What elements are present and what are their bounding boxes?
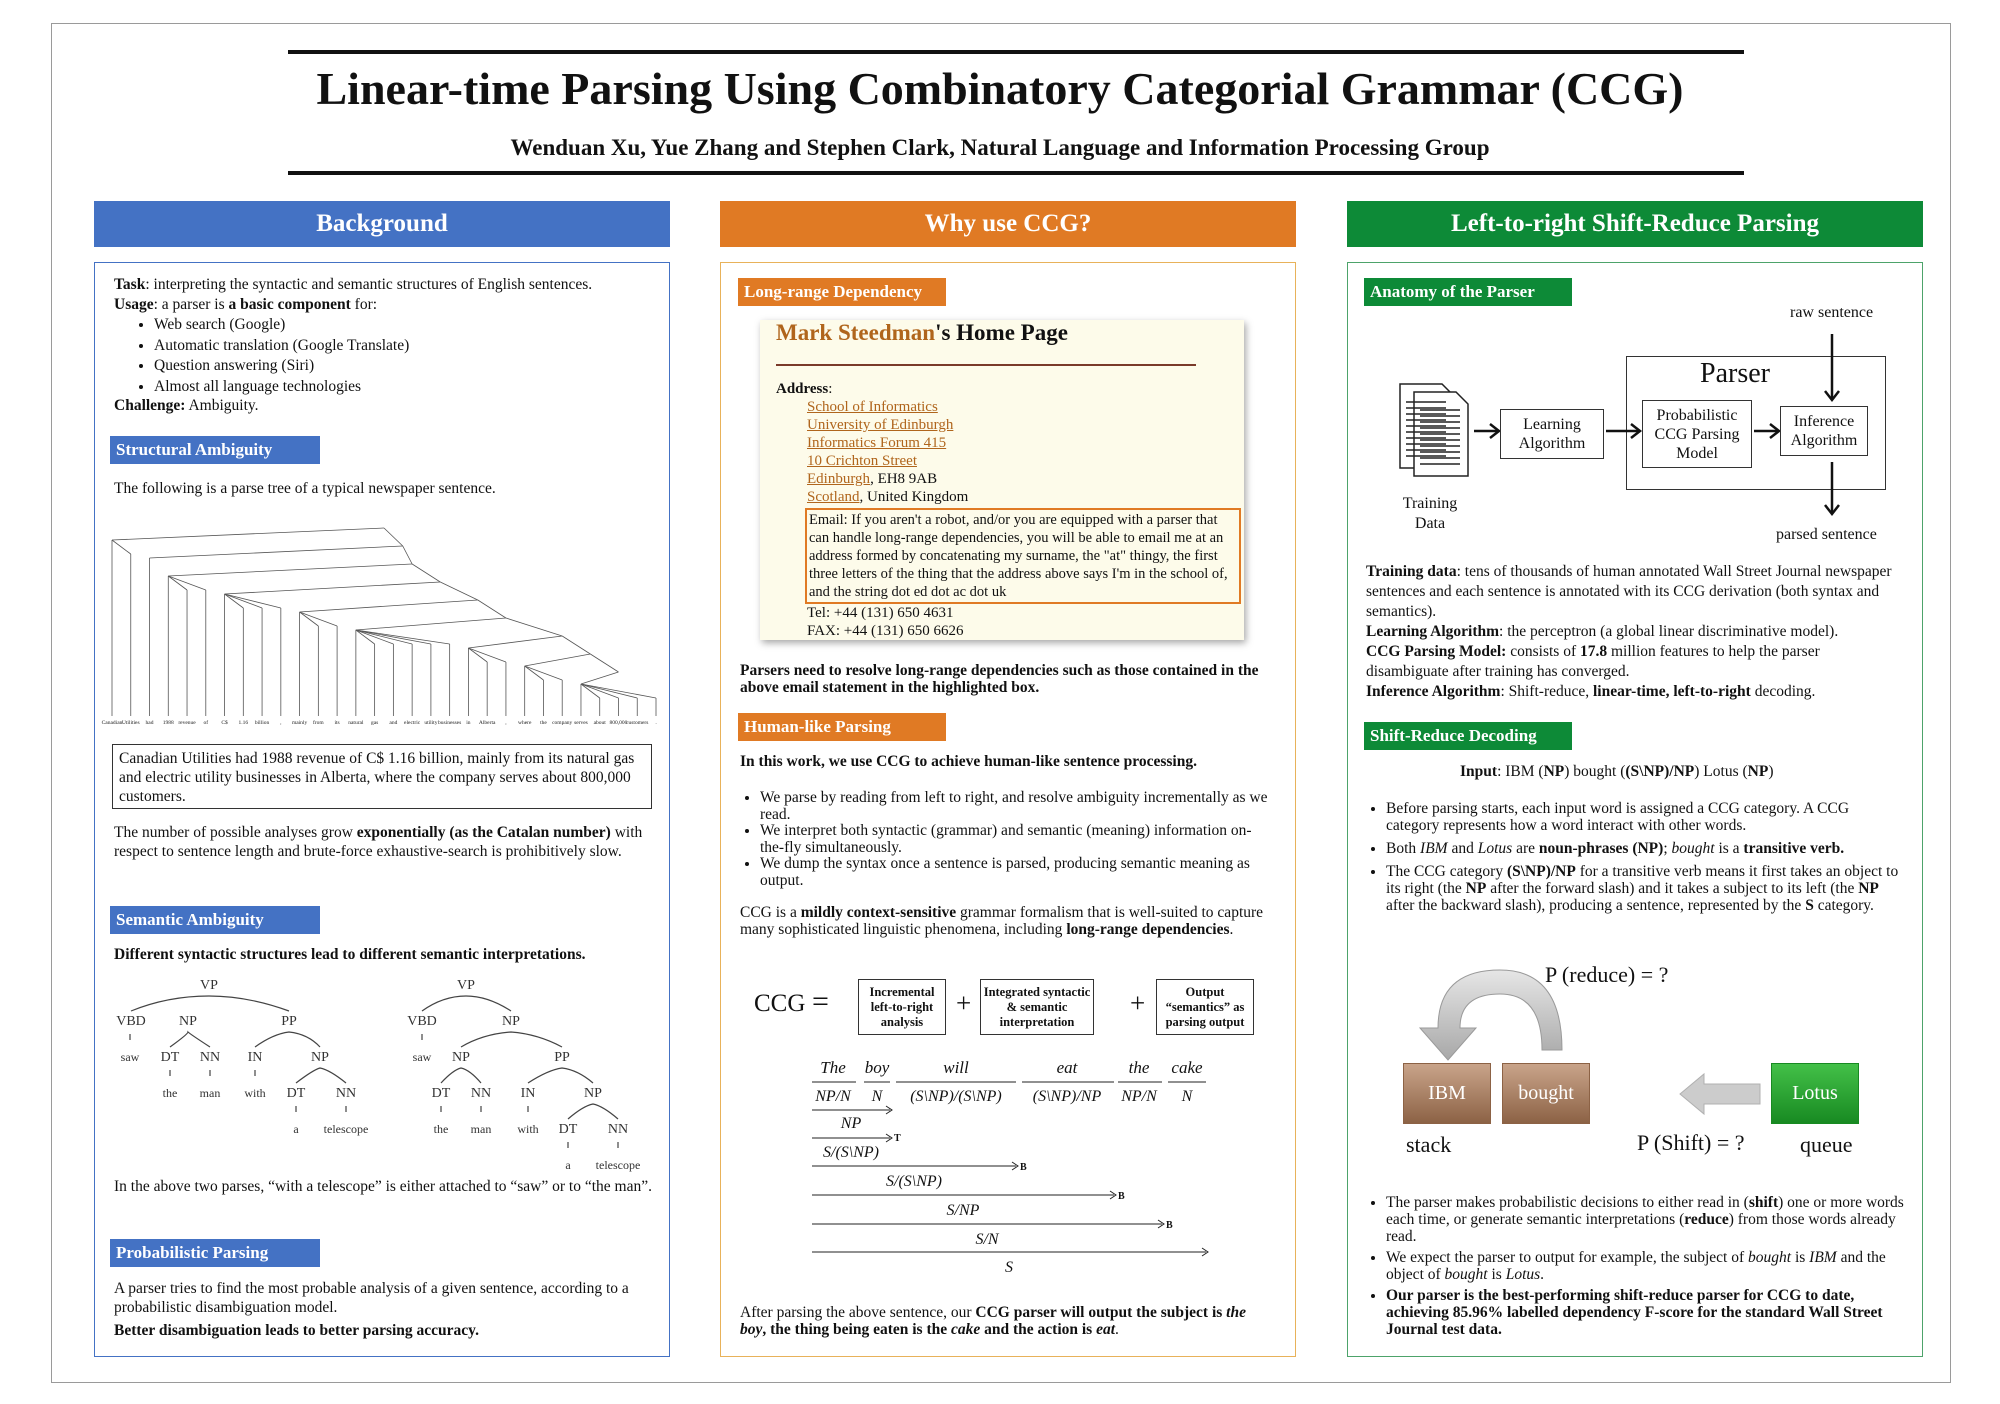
derivation-category: (S\NP)/NP [1032,1088,1102,1105]
inference-algorithm-box: Inference Algorithm [1780,406,1868,456]
tree-leaf: utility [424,720,438,726]
address-link[interactable]: School of Informatics [807,399,938,415]
tree-leaf: revenue [178,720,196,726]
shift-reduce-decoding-title: Shift-Reduce Decoding [1364,722,1572,750]
tree-edge [412,564,440,582]
tree-word: man [199,1086,221,1100]
address-link[interactable]: Scotland [807,489,860,505]
tree-edge [112,528,384,540]
derivation-rule-mark: B [1118,1191,1125,1202]
tree-leaf: the [540,720,547,726]
parsing-model-box: Probabilistic CCG Parsing Model [1642,400,1752,468]
tree-label: NN [470,1086,492,1101]
tree-leaf: had [145,720,154,726]
tree-label: NN [199,1050,221,1065]
tree-leaf: customers [626,720,649,726]
tree-label: PP [281,1014,297,1029]
tree-edge [468,636,562,648]
p-shift-label: P (Shift) = ? [1637,1130,1745,1155]
tree-edge [356,630,394,644]
tree-leaf: C$ [221,720,228,726]
derivation-word: cake [1171,1058,1203,1077]
title-rule-top [288,50,1744,54]
tree-edge [356,630,431,644]
tree-leaf: 800,000 [609,720,628,726]
long-range-dependency-title: Long-range Dependency [738,278,946,306]
list-item: • The CCG category (S\NP)/NP for a transitive verb means it first takes an object to its right (the NP after the forward slash) and it takes a subject to its left (the NP after the backward slash), producing a sentence, represented by the S category. [1386,863,1906,914]
homepage-title: Mark Steedman's Home Page [776,320,1068,345]
col2-header: Why use CCG? [720,201,1296,247]
derivation-word: The [820,1058,846,1077]
equation-box-integrated: Integrated syntactic & semantic interpretation [980,979,1094,1035]
tree-word: with [517,1122,539,1136]
tree-leaf: natural [348,720,364,726]
tree-label: NP [502,1014,520,1029]
tree-leaf: serves [574,720,588,726]
homepage-divider [776,364,1196,366]
tree-word: man [470,1122,492,1136]
parsed-sentence-label: parsed sentence [1776,526,1877,543]
tree-leaf: , [280,720,282,726]
structural-intro: The following is a parse tree of a typical newspaper sentence. [114,480,496,497]
tree-label: PP [554,1050,570,1065]
derivation-result: NP [840,1115,862,1132]
tree-edge [356,618,506,630]
tree-leaf: Alberta [478,720,496,726]
derivation-rule-mark: B [1020,1162,1027,1173]
list-item: • Automatic translation (Google Translate) [154,336,654,357]
structural-ambiguity-title: Structural Ambiguity [110,436,320,464]
tree-label: DT [160,1050,180,1065]
probabilistic-text: A parser tries to find the most probable analysis of a given sentence, according to a probabilistic disambiguation model. [114,1280,629,1316]
tree-edge [168,564,412,576]
tree-label: NP [311,1050,329,1065]
input-line: Input: IBM (NP) bought ((S\NP)/NP) Lotus (NP) [1460,763,1774,780]
tree-leaf: businesses [438,720,462,726]
derivation-word: boy [864,1058,890,1077]
tree-word: telescope [595,1158,641,1172]
tree-label: NN [607,1122,629,1137]
lrd-caption: Parsers need to resolve long-range dependencies such as those contained in the above email statement in the highlighted box. [740,662,1259,696]
homepage-screenshot [760,320,1244,640]
stack-word-bought: bought [1502,1063,1590,1124]
tree-leaf: electric [404,720,421,726]
human-like-parsing-title: Human-like Parsing [738,713,946,741]
equation-box-incremental: Incremental left-to-right analysis [858,979,946,1035]
shift-arrow [1678,1072,1762,1116]
equation-equals: = [812,985,829,1018]
tree-leaf: where [517,720,532,726]
tree-label: DT [431,1086,451,1101]
tree-leaf: its [334,720,340,726]
list-item: • We interpret both syntactic (grammar) and semantic (meaning) information on-the-fly simultaneously. [760,823,1270,856]
tree-leaf: , [505,720,507,726]
list-item: • Both IBM and Lotus are noun-phrases (NP); bought is a transitive verb. [1386,840,1906,857]
final-bullets [1366,1194,1906,1338]
tree-leaf: company [552,720,573,726]
derivation-result: S [1005,1259,1013,1276]
raw-sentence-label: raw sentence [1790,304,1874,321]
tree-edge [581,684,619,698]
derivation-result: S/N [975,1231,999,1248]
tree-leaf: . [655,720,657,726]
challenge-line: Challenge: Ambiguity. [114,397,259,414]
tree-label: DT [558,1122,578,1137]
human-list [740,790,1270,889]
derivation-category: (S\NP)/(S\NP) [910,1088,1002,1105]
tree-edge [468,648,487,662]
tree-edge [478,600,506,618]
tree-edge [581,684,637,698]
tree-edge [590,654,618,672]
tree-leaf: Canadian [101,720,123,726]
tree-edge [562,636,590,654]
tree-leaf: gas [370,720,379,726]
tree-edge [300,612,319,626]
tree-edge [112,540,131,554]
ccg-derivation [800,1050,1220,1275]
queue-word-lotus: Lotus [1771,1063,1859,1124]
tree-leaf: 1.16 [238,720,249,726]
derivation-category: N [871,1088,883,1105]
tree-leaf: billion [254,720,270,726]
parser-label: Parser [1700,358,1770,389]
p-reduce-label: P (reduce) = ? [1545,962,1669,987]
tree-edge [225,594,263,608]
probabilistic-parsing-title: Probabilistic Parsing [110,1239,320,1267]
semantic-trees [108,972,660,1178]
list-item: • We dump the syntax once a sentence is parsed, producing semantic meaning as output. [760,856,1270,889]
tree-label: VBD [116,1014,146,1029]
list-item: • Before parsing starts, each input word is assigned a CCG category. A CCG category represents how a word interact with other words. [1386,800,1906,834]
probabilistic-bold: Better disambiguation leads to better parsing accuracy. [114,1322,479,1339]
tree-edge [300,612,338,626]
equation-plus: + [956,988,972,1018]
derivation-result: S/(S\NP) [886,1173,942,1190]
address-link[interactable]: University of Edinburgh [807,417,954,433]
tree-edge [440,582,478,600]
tree-leaf: about [593,720,606,726]
tree-edge [168,576,206,590]
stack-word-ibm: IBM [1403,1063,1491,1124]
tree-leaf: Utilities [121,720,140,726]
example-sentence-box: Canadian Utilities had 1988 revenue of C$ 1.16 billion, mainly from its natural gas and electric utility businesses in Alberta, where the company serves about 800,000 customers. [112,744,652,809]
list-item: • Almost all language technologies [154,377,654,398]
list-item: • We parse by reading from left to right, and resolve ambiguity incrementally as we read. [760,790,1270,823]
tree-word: saw [120,1050,140,1064]
ccg-description: CCG is a mildly context-sensitive grammar formalism that is well-suited to capture many sophisticated linguistic phenomena, including long-range dependencies. [740,904,1264,938]
tree-edge [168,576,187,590]
list-item: • Our parser is the best-performing shift-reduce parser for CCG to date, achieving 85.96% labelled dependency F-score for the standard Wall Street Journal test data. [1386,1287,1906,1338]
address-link[interactable]: 10 Crichton Street [807,453,917,469]
address-block: Address: School of Informatics University of Edinburgh Informatics Forum 415 10 Crichton Street Edinburgh, EH8 9AB Scotland, United Kingdom [776,381,969,505]
address-link[interactable]: Edinburgh [807,471,871,487]
parse-tree [101,508,660,730]
tree-leaf: from [312,720,324,726]
tree-edge [403,546,412,564]
tree-label: NP [584,1086,602,1101]
tree-leaf: 1988 [162,720,174,726]
tree-word: telescope [323,1122,369,1136]
after-parsing-text: After parsing the above sentence, our CCG parser will output the subject is the boy, the thing being eaten is the cake and the action is eat. [740,1304,1246,1338]
tree-edge [581,684,656,698]
tree-edge [384,528,403,546]
tree-edge [225,594,281,608]
derivation-category: N [1181,1088,1193,1105]
growth-text: The number of possible analyses grow exponentially (as the Catalan number) with respect to sentence length and brute-force exhaustive-search is prohibitively slow. [114,824,643,860]
task-line: Task: interpreting the syntactic and semantic structures of English sentences. [114,276,593,293]
col3-header: Left-to-right Shift-Reduce Parsing [1347,201,1923,247]
semantic-intro: Different syntactic structures lead to different semantic interpretations. [114,946,586,963]
tree-label: NN [335,1086,357,1101]
tree-word: the [162,1086,178,1100]
tree-leaf: in [466,720,471,726]
tree-edge [468,648,506,662]
list-item: • Web search (Google) [154,315,654,336]
derivation-category: NP/N [815,1088,851,1105]
derivation-word: will [943,1058,969,1077]
derivation-word: eat [1056,1058,1078,1077]
list-item: • Question answering (Siri) [154,356,654,377]
tree-leaf: mainly [291,720,308,726]
tree-label: VP [457,978,475,993]
tree-edge [525,666,544,680]
derivation-rule-mark: B [1166,1220,1173,1231]
list-item: • The parser makes probabilistic decisions to either read in (shift) one or more words each time, or generate semantic interpretations (reduce) from those words already read. [1386,1194,1906,1245]
anatomy-description: Training data: tens of thousands of human annotated Wall Street Journal newspaper sentences and each sentence is annotated with its CCG derivation (both syntax and semantics). Learning Algorithm: the perceptron (a global linear discriminative model). CCG Parsing Model: consists of 17.8 million features to help the parser disambiguate after training has converged. Inference Algorithm: Shift-reduce, linear-time, left-to-right decoding. [1366,563,1892,700]
derivation-category: NP/N [1121,1088,1157,1105]
tree-word: with [244,1086,266,1100]
tree-edge [506,618,562,636]
poster-title: Linear-time Parsing Using Combinatory Categorial Grammar (CCG) [316,63,1684,114]
tree-label: DT [286,1086,306,1101]
usage-list [114,315,654,397]
tree-label: NP [452,1050,470,1065]
derivation-word: the [1128,1058,1150,1077]
tree-edge [300,600,478,612]
tree-edge [150,546,403,558]
derivation-rule-mark: T [894,1133,901,1144]
col1-header: Background [94,201,670,247]
tree-edge [525,666,563,680]
tree-label: IN [247,1050,263,1065]
tree-edge [225,582,441,594]
srd-bullets [1366,800,1906,914]
tree-word: a [293,1122,299,1136]
derivation-result: S/(S\NP) [823,1144,879,1161]
list-item: • We expect the parser to output for example, the subject of bought is IBM and the object of bought is Lotus. [1386,1249,1906,1283]
equation-box-output: Output “semantics” as parsing output [1156,979,1254,1035]
email-highlight-box: Email: If you aren't a robot, and/or you are equipped with a parser that can handle long-range dependencies, you will be able to email me at an address formed by concatenating my surname, the "at" thingy, the first three letters of the thing that the address above says I'm in the school of, and the string dot ed dot ac dot uk [805,508,1241,604]
equation-plus: + [1130,988,1146,1018]
semantic-note: In the above two parses, “with a telescope” is either attached to “saw” or to “the man”. [114,1178,652,1195]
tree-leaf: of [203,720,209,726]
tree-label: VP [200,978,218,993]
tree-edge [525,654,591,666]
address-link[interactable]: Informatics Forum 415 [807,435,947,451]
human-bold: In this work, we use CCG to achieve human-like sentence processing. [740,753,1197,770]
learning-algorithm-box: Learning Algorithm [1500,409,1604,459]
tree-edge [581,672,619,684]
poster-authors: Wenduan Xu, Yue Zhang and Stephen Clark, Natural Language and Information Processing Group [510,135,1490,160]
tree-label: VBD [407,1014,437,1029]
tree-label: NP [179,1014,197,1029]
training-data-label: Training Data [1402,495,1458,532]
usage-line: Usage: a parser is a basic component for: [114,296,378,313]
tree-word: a [565,1158,571,1172]
derivation-result: S/NP [946,1202,980,1219]
stack-label: stack [1406,1132,1452,1157]
tree-word: saw [412,1050,432,1064]
tree-leaf: and [389,720,398,726]
anatomy-title: Anatomy of the Parser [1364,278,1572,306]
queue-label: queue [1800,1132,1853,1157]
tel-line: Tel: +44 (131) 650 4631 [807,605,954,621]
semantic-ambiguity-title: Semantic Ambiguity [110,906,320,934]
fax-line: FAX: +44 (131) 650 6626 [807,623,964,639]
title-rule-bottom [288,171,1744,175]
tree-word: the [433,1122,449,1136]
tree-label: IN [520,1086,536,1101]
equation-ccg: CCG [754,990,806,1017]
